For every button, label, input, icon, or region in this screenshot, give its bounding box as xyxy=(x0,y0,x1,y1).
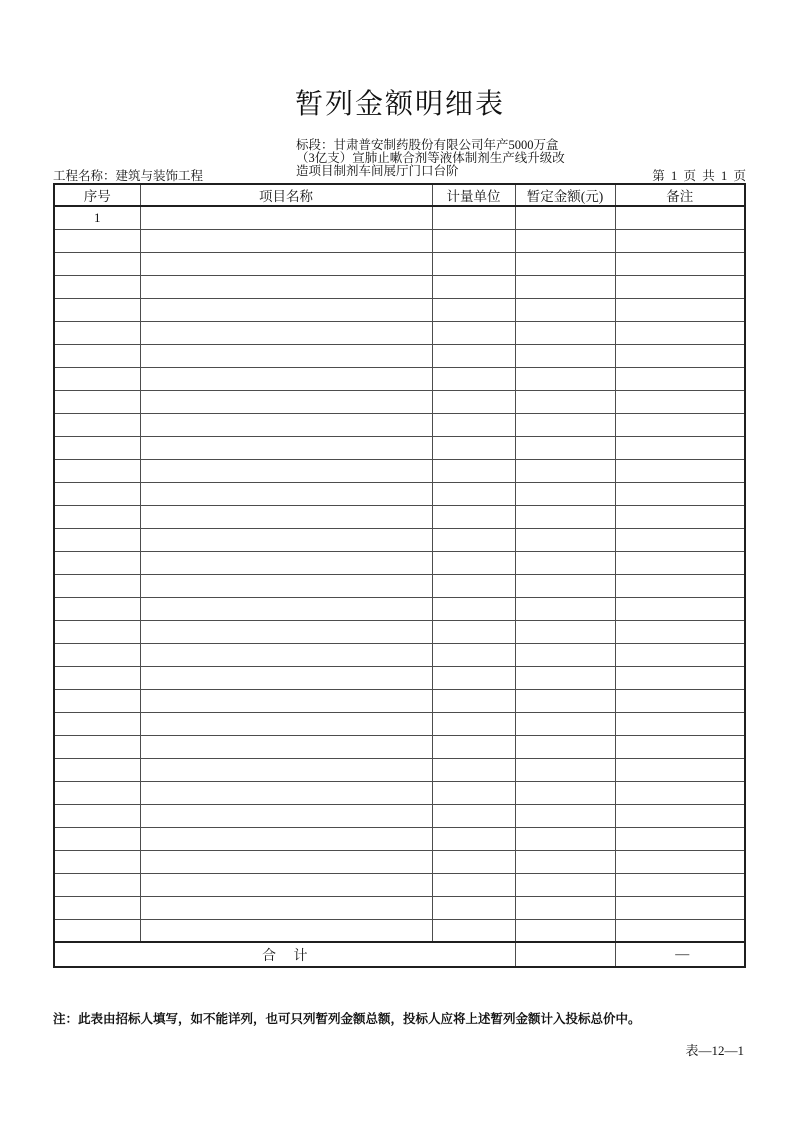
cell-amount xyxy=(515,528,615,551)
table-body xyxy=(54,206,745,942)
table-row xyxy=(54,804,745,827)
table-row xyxy=(54,896,745,919)
column-header-unit: 计量单位 xyxy=(432,184,515,206)
header-row xyxy=(54,184,745,206)
cell-serial xyxy=(54,252,140,275)
cell-name xyxy=(140,459,432,482)
cell-unit xyxy=(432,482,515,505)
table-row xyxy=(54,850,745,873)
table-row xyxy=(54,390,745,413)
cell-serial xyxy=(54,390,140,413)
cell-name xyxy=(140,781,432,804)
table-row xyxy=(54,689,745,712)
column-header-serial: 序号 xyxy=(54,184,140,206)
table-header xyxy=(54,184,745,206)
cell-unit xyxy=(432,390,515,413)
cell-remark xyxy=(615,229,745,252)
cell-unit xyxy=(432,597,515,620)
cell-unit xyxy=(432,735,515,758)
cell-unit xyxy=(432,252,515,275)
cell-serial: 1 xyxy=(54,206,140,229)
cell-remark xyxy=(615,551,745,574)
cell-unit xyxy=(432,873,515,896)
cell-remark xyxy=(615,459,745,482)
cell-name xyxy=(140,919,432,942)
cell-amount xyxy=(515,689,615,712)
cell-amount xyxy=(515,574,615,597)
cell-amount xyxy=(515,390,615,413)
cell-amount xyxy=(515,436,615,459)
cell-serial xyxy=(54,689,140,712)
cell-amount xyxy=(515,298,615,321)
cell-name xyxy=(140,390,432,413)
table-row xyxy=(54,413,745,436)
cell-serial xyxy=(54,804,140,827)
cell-serial xyxy=(54,344,140,367)
cell-name xyxy=(140,758,432,781)
table-row xyxy=(54,827,745,850)
cell-remark xyxy=(615,689,745,712)
cell-amount xyxy=(515,781,615,804)
table-row xyxy=(54,712,745,735)
document-title: 暂列金额明细表 xyxy=(294,89,505,120)
footnote: 注：此表由招标人填写，如不能详列，也可只列暂列金额总额，投标人应将上述暂列金额计入投标总价中。 xyxy=(53,1012,641,1026)
table-row xyxy=(54,551,745,574)
cell-name xyxy=(140,620,432,643)
cell-amount xyxy=(515,482,615,505)
table-row xyxy=(54,597,745,620)
cell-serial xyxy=(54,551,140,574)
cell-unit xyxy=(432,620,515,643)
cell-serial xyxy=(54,321,140,344)
cell-name xyxy=(140,712,432,735)
cell-unit xyxy=(432,827,515,850)
cell-remark xyxy=(615,252,745,275)
cell-serial xyxy=(54,413,140,436)
table-row xyxy=(54,758,745,781)
cell-name xyxy=(140,735,432,758)
table-row xyxy=(54,275,745,298)
table-row xyxy=(54,321,745,344)
cell-unit xyxy=(432,229,515,252)
cell-unit xyxy=(432,758,515,781)
cell-name xyxy=(140,666,432,689)
cell-remark xyxy=(615,321,745,344)
cell-name xyxy=(140,873,432,896)
table-row xyxy=(54,873,745,896)
total-amount-cell xyxy=(515,942,615,967)
cell-unit xyxy=(432,689,515,712)
table-row xyxy=(54,344,745,367)
cell-name xyxy=(140,367,432,390)
cell-name xyxy=(140,252,432,275)
cell-unit xyxy=(432,413,515,436)
cell-unit xyxy=(432,367,515,390)
cell-remark xyxy=(615,482,745,505)
cell-unit xyxy=(432,528,515,551)
cell-serial xyxy=(54,896,140,919)
cell-serial xyxy=(54,574,140,597)
cell-serial xyxy=(54,528,140,551)
cell-unit xyxy=(432,298,515,321)
cell-name xyxy=(140,689,432,712)
cell-serial xyxy=(54,919,140,942)
cell-remark xyxy=(615,206,745,229)
cell-remark xyxy=(615,390,745,413)
table-row xyxy=(54,298,745,321)
cell-unit xyxy=(432,712,515,735)
table-row xyxy=(54,528,745,551)
cell-amount xyxy=(515,620,615,643)
cell-serial xyxy=(54,367,140,390)
cell-name xyxy=(140,298,432,321)
cell-amount xyxy=(515,597,615,620)
cell-serial xyxy=(54,666,140,689)
cell-amount xyxy=(515,321,615,344)
cell-name xyxy=(140,206,432,229)
cell-amount xyxy=(515,873,615,896)
cell-unit xyxy=(432,850,515,873)
cell-serial xyxy=(54,505,140,528)
cell-remark xyxy=(615,597,745,620)
table-row xyxy=(54,919,745,942)
cell-remark xyxy=(615,367,745,390)
table-row xyxy=(54,436,745,459)
cell-serial xyxy=(54,758,140,781)
cell-remark xyxy=(615,804,745,827)
cell-serial xyxy=(54,597,140,620)
cell-remark xyxy=(615,735,745,758)
column-header-name: 项目名称 xyxy=(140,184,432,206)
cell-amount xyxy=(515,367,615,390)
cell-remark xyxy=(615,896,745,919)
cell-remark xyxy=(615,666,745,689)
cell-unit xyxy=(432,321,515,344)
cell-serial xyxy=(54,482,140,505)
bid-section-line-1: 标段：甘肃普安制药股份有限公司年产5000万盒 xyxy=(296,138,559,152)
cell-unit xyxy=(432,804,515,827)
cell-remark xyxy=(615,505,745,528)
total-row xyxy=(54,942,745,967)
cell-name xyxy=(140,528,432,551)
cell-name xyxy=(140,551,432,574)
table-row xyxy=(54,367,745,390)
table-row xyxy=(54,666,745,689)
form-code: 表—12—1 xyxy=(685,1043,744,1058)
cell-amount xyxy=(515,206,615,229)
cell-remark xyxy=(615,758,745,781)
total-label: 合 计 xyxy=(54,942,515,967)
cell-serial xyxy=(54,643,140,666)
cell-serial xyxy=(54,712,140,735)
cell-serial xyxy=(54,850,140,873)
column-header-amount: 暂定金额(元) xyxy=(515,184,615,206)
cell-remark xyxy=(615,643,745,666)
cell-serial xyxy=(54,459,140,482)
table-row xyxy=(54,482,745,505)
table-row xyxy=(54,620,745,643)
cell-remark xyxy=(615,298,745,321)
cell-amount xyxy=(515,735,615,758)
cell-amount xyxy=(515,758,615,781)
cell-name xyxy=(140,574,432,597)
cell-unit xyxy=(432,574,515,597)
table-row xyxy=(54,505,745,528)
cell-amount xyxy=(515,666,615,689)
column-header-remark: 备注 xyxy=(615,184,745,206)
cell-unit xyxy=(432,275,515,298)
bid-section-line-2: （3亿支）宣肺止嗽合剂等液体制剂生产线升级改 xyxy=(296,150,565,165)
cell-name xyxy=(140,482,432,505)
table-row xyxy=(54,781,745,804)
cell-amount xyxy=(515,413,615,436)
cell-serial xyxy=(54,873,140,896)
cell-remark xyxy=(615,528,745,551)
table-row xyxy=(54,459,745,482)
cell-amount xyxy=(515,827,615,850)
cell-unit xyxy=(432,896,515,919)
cell-name xyxy=(140,229,432,252)
cell-name xyxy=(140,804,432,827)
cell-remark xyxy=(615,620,745,643)
cell-serial xyxy=(54,620,140,643)
cell-serial xyxy=(54,436,140,459)
cell-serial xyxy=(54,827,140,850)
cell-name xyxy=(140,850,432,873)
cell-name xyxy=(140,896,432,919)
cell-remark xyxy=(615,850,745,873)
cell-serial xyxy=(54,735,140,758)
cell-remark xyxy=(615,574,745,597)
table-footer xyxy=(54,942,745,967)
cell-amount xyxy=(515,252,615,275)
cell-serial xyxy=(54,781,140,804)
cell-unit xyxy=(432,551,515,574)
cell-remark xyxy=(615,781,745,804)
cell-unit xyxy=(432,505,515,528)
cell-amount xyxy=(515,896,615,919)
bid-section-line-3: 造项目制剂车间展厅门口台阶 xyxy=(296,163,459,178)
cell-amount xyxy=(515,459,615,482)
total-remark-cell: — xyxy=(615,942,745,967)
table-row xyxy=(54,735,745,758)
cell-remark xyxy=(615,344,745,367)
cell-name xyxy=(140,321,432,344)
table-row xyxy=(54,229,745,252)
cell-amount xyxy=(515,551,615,574)
cell-unit xyxy=(432,436,515,459)
cell-unit xyxy=(432,781,515,804)
cell-unit xyxy=(432,344,515,367)
page-number-indicator: 第 1 页 共 1 页 xyxy=(652,169,746,183)
cell-remark xyxy=(615,712,745,735)
cell-unit xyxy=(432,643,515,666)
cell-amount xyxy=(515,919,615,942)
cell-unit xyxy=(432,206,515,229)
cell-unit xyxy=(432,919,515,942)
cell-amount xyxy=(515,804,615,827)
cell-name xyxy=(140,643,432,666)
project-name-label: 工程名称：建筑与装饰工程 xyxy=(53,169,204,183)
cell-name xyxy=(140,597,432,620)
cell-name xyxy=(140,827,432,850)
cell-unit xyxy=(432,459,515,482)
table-row xyxy=(54,252,745,275)
cell-serial xyxy=(54,298,140,321)
cell-unit xyxy=(432,666,515,689)
cell-amount xyxy=(515,229,615,252)
cell-amount xyxy=(515,344,615,367)
cell-name xyxy=(140,505,432,528)
cell-remark xyxy=(615,436,745,459)
cell-serial xyxy=(54,275,140,298)
cell-remark xyxy=(615,275,745,298)
table-row xyxy=(54,206,745,229)
cell-amount xyxy=(515,275,615,298)
cell-remark xyxy=(615,413,745,436)
cell-amount xyxy=(515,643,615,666)
cell-remark xyxy=(615,919,745,942)
table-row xyxy=(54,574,745,597)
cell-amount xyxy=(515,712,615,735)
provisional-sum-table xyxy=(53,183,746,968)
cell-name xyxy=(140,344,432,367)
cell-amount xyxy=(515,850,615,873)
cell-name xyxy=(140,413,432,436)
cell-remark xyxy=(615,827,745,850)
cell-amount xyxy=(515,505,615,528)
cell-name xyxy=(140,275,432,298)
cell-name xyxy=(140,436,432,459)
cell-remark xyxy=(615,873,745,896)
cell-serial xyxy=(54,229,140,252)
table-row xyxy=(54,643,745,666)
